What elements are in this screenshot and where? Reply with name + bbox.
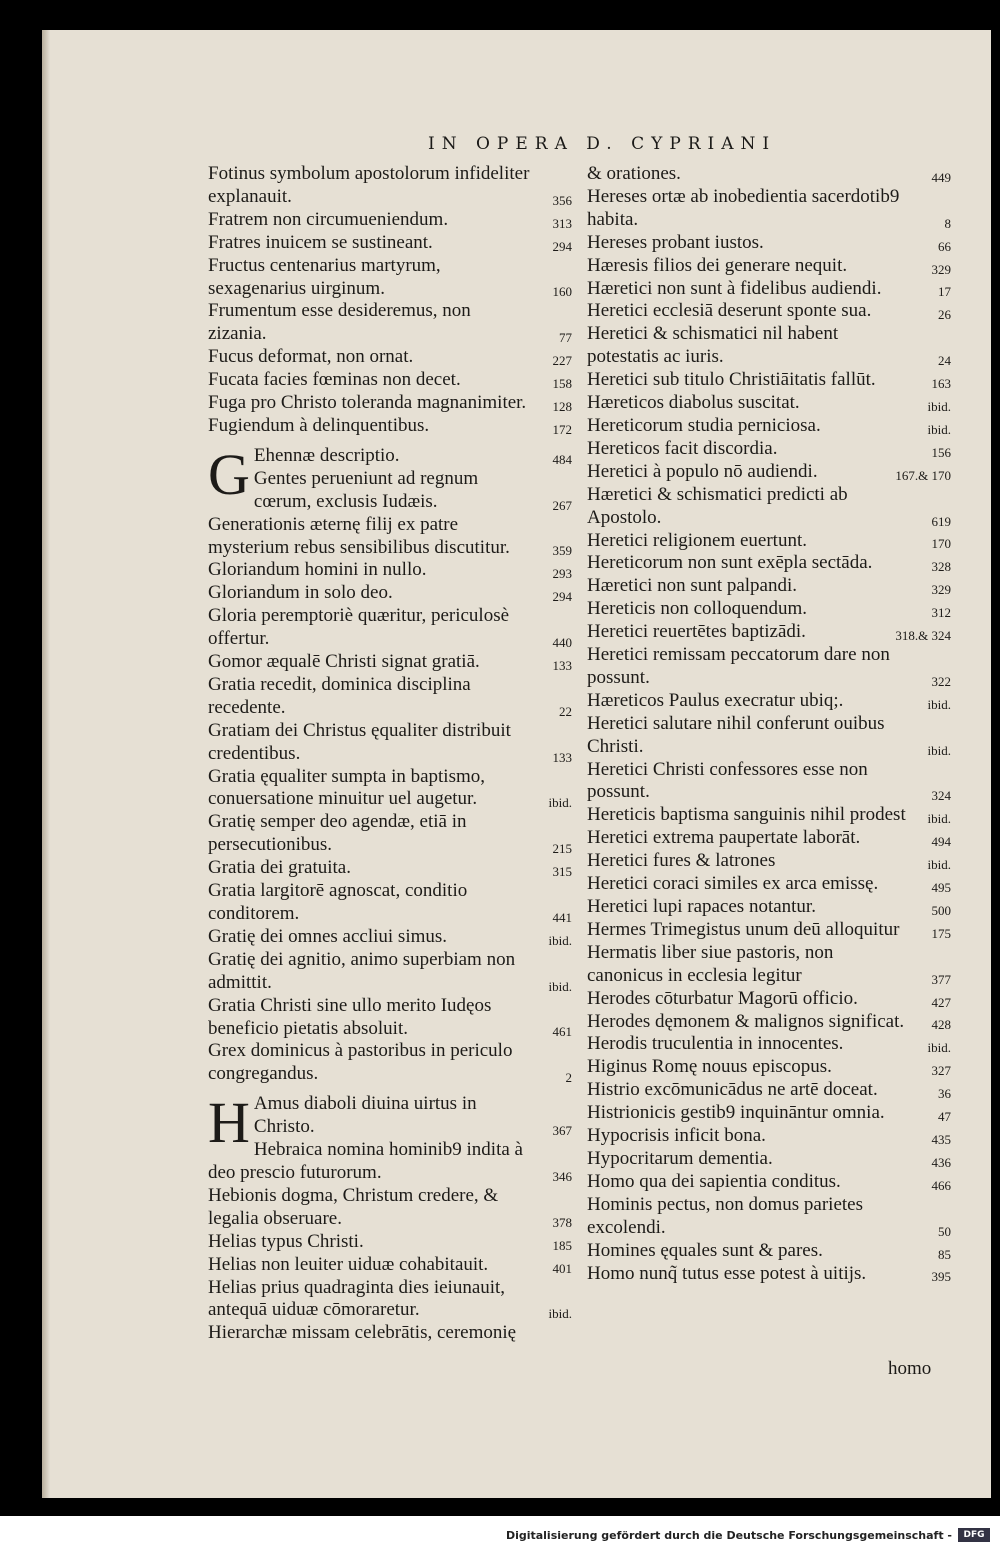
entries-g — [208, 468, 574, 1086]
entry-text: Helias non leuiter uiduæ cohabitauit. — [208, 1253, 489, 1275]
index-entry — [587, 919, 953, 942]
entry-page: 227 — [552, 353, 572, 369]
index-entry — [208, 514, 574, 560]
index-entry — [208, 369, 574, 392]
index-entry — [208, 1254, 574, 1277]
entry-text: Gratia Christi sine ullo merito Iudęos beneficio pietatis absoluit. — [208, 994, 492, 1039]
entry-page: 66 — [938, 238, 951, 254]
entry-page: 133 — [552, 657, 572, 673]
index-entry — [208, 880, 574, 926]
entry-text: Homo nunq̃ tutus esse potest à uitijs. — [587, 1262, 867, 1284]
entry-page: 427 — [931, 994, 951, 1010]
entry-page: 329 — [931, 582, 951, 598]
index-entry — [208, 995, 574, 1041]
entry-text: Hermatis liber siue pastoris, non canonicus in ecclesia legitur — [587, 941, 834, 986]
index-entry — [587, 827, 953, 850]
entry-page: 318.& 324 — [895, 628, 951, 644]
entry-text: Herodes dęmonem & malignos significat. — [587, 1010, 905, 1032]
entry-page: 324 — [931, 788, 951, 804]
index-entry — [587, 438, 953, 461]
index-entry — [587, 1011, 953, 1034]
index-entry — [587, 163, 953, 186]
entry-text: Hereticis baptisma sanguinis nihil prodest — [587, 804, 906, 826]
section-g — [208, 441, 574, 1086]
index-entry — [208, 1231, 574, 1254]
entry-text: Higinus Romę nouus episcopus. — [587, 1056, 832, 1078]
entry-page: 322 — [931, 673, 951, 689]
entry-page: ibid. — [927, 421, 951, 437]
entry-page: 163 — [931, 376, 951, 392]
entry-page: 619 — [931, 513, 951, 529]
entry-text: Heretici à populo nō audiendi. — [587, 460, 818, 482]
entry-page: 172 — [552, 421, 572, 437]
entry-text: Homo qua dei sapientia conditus. — [587, 1170, 841, 1192]
entry-text: & orationes. — [587, 163, 681, 184]
catchword: homo — [888, 1358, 932, 1379]
index-entry — [587, 255, 953, 278]
entry-text: Hæretici non sunt palpandi. — [587, 575, 798, 597]
index-entry — [587, 621, 953, 644]
entry-page: 401 — [552, 1260, 572, 1276]
entry-text: Gratia recedit, dominica disciplina recedente. — [208, 673, 471, 718]
entry-text: Histrio excōmunicādus ne artē doceat. — [587, 1079, 878, 1101]
entry-page: ibid. — [927, 742, 951, 758]
entry-text: Hereticorum studia perniciosa. — [587, 414, 821, 436]
index-entry — [208, 300, 574, 346]
entry-page: 377 — [931, 971, 951, 987]
entry-text: Helias prius quadraginta dies ieiunauit, antequā uiduæ cōmoraretur. — [208, 1276, 506, 1321]
entry-text: Fratrem non circumueniendum. — [208, 208, 449, 230]
entry-text: Hereses ortæ ab inobedientia sacerdotib9 habita. — [587, 185, 900, 230]
entry-page: 346 — [552, 1168, 572, 1184]
entry-page: 315 — [552, 864, 572, 880]
index-entry — [208, 392, 574, 415]
entries-h — [208, 1139, 574, 1345]
dfg-logo: DFG — [958, 1528, 990, 1542]
index-entry — [208, 582, 574, 605]
index-entry — [587, 1102, 953, 1125]
entry-page: ibid. — [927, 1040, 951, 1056]
section-h — [208, 1090, 574, 1345]
entry-text: Hereticos facit discordia. — [587, 437, 778, 459]
index-entry — [587, 186, 953, 232]
index-entry — [208, 232, 574, 255]
entry-text: Heretici reuertētes baptizādi. — [587, 621, 806, 643]
entry-text: Hereticis non colloquendum. — [587, 598, 808, 620]
index-entry — [587, 300, 953, 323]
index-entry — [587, 873, 953, 896]
entry-page: 156 — [931, 444, 951, 460]
entry-text: Gloria peremptoriè quæritur, periculosè offertur. — [208, 605, 510, 650]
entry-page: 22 — [559, 703, 572, 719]
index-entry — [587, 369, 953, 392]
index-entry — [208, 1277, 574, 1323]
entry-text: Heretici remissam peccatorum dare non possunt. — [587, 644, 890, 688]
index-entry — [208, 1185, 574, 1231]
page-edge — [42, 30, 50, 1498]
index-entry — [587, 713, 953, 759]
index-entry — [587, 484, 953, 530]
entry-page: ibid. — [548, 1306, 572, 1322]
entry-text: Histrionicis gestib9 inquināntur omnia. — [587, 1102, 885, 1124]
entry-text: Hæretici non sunt à fidelibus audiendi. — [587, 277, 882, 299]
index-entry — [587, 598, 953, 621]
entry-page: 436 — [931, 1154, 951, 1170]
index-entry — [587, 323, 953, 369]
entry-text: Generationis æternę filij ex patre mysterium rebus sensibilibus discutitur. — [208, 513, 510, 558]
entry-text: Hereses probant iustos. — [587, 231, 764, 253]
entry-text: Herodes cōturbatur Magorū officio. — [587, 987, 858, 1009]
entry-page: 133 — [552, 749, 572, 765]
index-entry — [587, 896, 953, 919]
index-entry — [587, 232, 953, 255]
entry-page: 167.& 170 — [895, 467, 951, 483]
entry-page: 77 — [559, 330, 572, 346]
entry-text: Heretici lupi rapaces notantur. — [587, 896, 816, 917]
entry-page: 50 — [938, 1223, 951, 1239]
entry-page: 356 — [552, 192, 572, 208]
entry-page: 359 — [552, 543, 572, 559]
entry-page: 2 — [565, 1070, 572, 1086]
initial-g: G — [208, 441, 250, 507]
entry-text: Hereticorum non sunt exēpla sectāda. — [587, 552, 873, 574]
entry-text: Gloriandum homini in nullo. — [208, 559, 427, 581]
entry-page: 128 — [552, 398, 572, 414]
entry-text: Gratiam dei Christus ęqualiter distribuit credentibus. — [208, 719, 511, 764]
entry-page: 26 — [938, 307, 951, 323]
entry-page: 17 — [938, 284, 951, 300]
index-entry — [587, 415, 953, 438]
index-entry — [208, 209, 574, 232]
index-entry — [587, 1194, 953, 1240]
entry-page: 428 — [931, 1017, 951, 1033]
entry-text: Fotinus symbolum apostolorum infideliter explanauit. — [208, 163, 530, 207]
index-entry — [587, 1056, 953, 1079]
entry-page: 494 — [931, 834, 951, 850]
index-entry — [587, 759, 953, 805]
index-entry — [587, 1263, 953, 1286]
entry-page: 329 — [931, 261, 951, 277]
entry-text: Gratię dei omnes accliui simus. — [208, 925, 448, 947]
entry-page: ibid. — [927, 811, 951, 827]
entry-page: 328 — [931, 559, 951, 575]
entry-page: 449 — [931, 169, 951, 185]
index-entry — [587, 690, 953, 713]
entry-text: Gratię dei agnitio, animo superbiam non admittit. — [208, 948, 516, 993]
entry-page: 8 — [944, 215, 951, 231]
entry-page: 160 — [552, 284, 572, 300]
index-entry — [208, 811, 574, 857]
entry-page: ibid. — [927, 696, 951, 712]
entry-text: Gentes perueniunt ad regnum cœrum, exclusis Iudæis. — [253, 467, 479, 512]
index-entry — [208, 674, 574, 720]
entry-text: Gratia ęqualiter sumpta in baptismo, conuersatione minuitur uel augetur. — [208, 765, 486, 810]
index-entry — [587, 278, 953, 301]
index-entry — [208, 163, 574, 209]
left-column — [208, 163, 574, 1345]
entry-page: ibid. — [548, 795, 572, 811]
entry-text: Fucata facies fœminas non decet. — [208, 369, 461, 391]
entry-page: 435 — [931, 1131, 951, 1147]
entry-text: Heretici extrema paupertate laborāt. — [587, 827, 861, 849]
entry-text: Heretici religionem euertunt. — [587, 529, 807, 551]
index-entry — [587, 552, 953, 575]
index-entry — [208, 1139, 574, 1185]
entry-text: Gratię semper deo agendæ, etiā in persecutionibus. — [208, 811, 467, 856]
entry-text: Hypocrisis inficit bona. — [587, 1125, 766, 1147]
index-entry — [587, 644, 953, 690]
entry-page: 461 — [552, 1024, 572, 1040]
entries-f — [208, 163, 574, 438]
index-entry — [587, 392, 953, 415]
entry-page: 395 — [931, 1269, 951, 1285]
entry-page: 441 — [552, 909, 572, 925]
entry-text: Hæresis filios dei generare nequit. — [587, 254, 848, 276]
entry-page: ibid. — [548, 978, 572, 994]
index-entry — [587, 530, 953, 553]
entry-text: Frumentum esse desideremus, non zizania. — [208, 300, 471, 345]
footer-credit: Digitalisierung gefördert durch die Deutsche Forschungsgemeinschaft - — [505, 1529, 952, 1542]
index-entry: Amus diaboli diuina uirtus in Christo. 367 — [253, 1093, 572, 1139]
entry-page: 440 — [552, 635, 572, 651]
running-head: IN OPERA D. CYPRIANI — [428, 134, 777, 154]
entry-page: 185 — [552, 1237, 572, 1253]
entry-page: 294 — [552, 238, 572, 254]
entry-page: 175 — [931, 925, 951, 941]
footer-bar — [0, 1516, 1000, 1551]
index-entry — [587, 461, 953, 484]
index-entry — [587, 1079, 953, 1102]
entry-page: ibid. — [548, 932, 572, 948]
index-entry — [208, 605, 574, 651]
entry-text: Heretici fures & latrones — [587, 850, 776, 872]
index-entry — [587, 1171, 953, 1194]
entry-text: Fugiendum à delinquentibus. — [208, 414, 430, 436]
entry-page: 158 — [552, 376, 572, 392]
entry-text: Grex dominicus à pastoribus in periculo congregandus. — [208, 1040, 513, 1085]
index-entry — [587, 1240, 953, 1263]
entry-text: Heretici & schismatici nil habent potestatis ac iuris. — [587, 323, 839, 368]
entry-text: Hebraica nomina hominib9 indita à deo prescio futurorum. — [208, 1139, 523, 1183]
entry-page: 313 — [552, 215, 572, 231]
index-entry — [208, 346, 574, 369]
index-entry — [208, 857, 574, 880]
entry-text: Gratia dei gratuita. — [208, 857, 351, 879]
entry-page: 267 — [552, 497, 572, 513]
entry-page: 24 — [938, 353, 951, 369]
entry-page: 47 — [938, 1109, 951, 1125]
entry-page: 294 — [552, 589, 572, 605]
entry-text: Heretici ecclesiā deserunt sponte sua. — [587, 300, 872, 322]
index-entry — [208, 559, 574, 582]
entry-page: 327 — [931, 1063, 951, 1079]
index-entry — [587, 1148, 953, 1171]
index-entry — [208, 1322, 574, 1345]
entry-text: Hebionis dogma, Christum credere, & legalia obseruare. — [208, 1184, 499, 1229]
entry-page: 500 — [931, 902, 951, 918]
entry-page: 293 — [552, 566, 572, 582]
index-entry — [208, 1040, 574, 1086]
entry-page: 215 — [552, 841, 572, 857]
index-entry — [208, 468, 574, 514]
index-entry: Ehennæ descriptio. 484 — [253, 444, 572, 467]
entry-text: Hæreticos diabolus suscitat. — [587, 392, 800, 414]
entry-text: Gloriandum in solo deo. — [208, 582, 393, 604]
index-entry — [587, 850, 953, 873]
entry-page: 495 — [931, 880, 951, 895]
index-entry — [208, 766, 574, 812]
entry-text: Heretici salutare nihil conferunt ouibus Christi. — [587, 712, 885, 757]
index-entry — [208, 926, 574, 949]
entry-page: 170 — [931, 536, 951, 552]
entry-page: 85 — [938, 1246, 951, 1262]
entry-page: 312 — [931, 605, 951, 621]
entries-right — [587, 163, 953, 1285]
entry-text: Hominis pectus, non domus parietes excolendi. — [587, 1193, 863, 1238]
entry-page: 378 — [552, 1214, 572, 1230]
entry-text: Hermes Trimegistus unum deū alloquitur — [587, 918, 900, 940]
index-entry — [587, 988, 953, 1011]
entry-page: ibid. — [927, 857, 951, 873]
index-entry — [587, 575, 953, 598]
index-entry — [587, 942, 953, 988]
entry-text: Fructus centenarius martyrum, sexagenarius uirginum. — [208, 254, 441, 299]
entry-text: Heretici coraci similes ex arca emissę. — [587, 873, 879, 895]
initial-h: H — [208, 1090, 250, 1156]
index-entry — [587, 1033, 953, 1056]
entry-text: Hæreticos Paulus execratur ubiq;. — [587, 689, 844, 711]
entry-text: Herodis truculentia in innocentes. — [587, 1033, 844, 1055]
index-entry — [587, 804, 953, 827]
entry-text: Homines ęquales sunt & pares. — [587, 1239, 823, 1261]
entry-text: Fucus deformat, non ornat. — [208, 346, 414, 368]
entry-text: Gratia largitorē agnoscat, conditio conditorem. — [208, 880, 468, 924]
index-entry — [208, 415, 574, 438]
entry-text: Fratres inuicem se sustineant. — [208, 231, 433, 253]
entry-text: Heretici Christi confessores esse non possunt. — [587, 758, 868, 803]
entry-text: Fuga pro Christo toleranda magnanimiter. — [208, 392, 527, 414]
entry-page: 466 — [931, 1177, 951, 1193]
entry-text: Hierarchæ missam celebrātis, ceremonię — [208, 1322, 517, 1344]
entry-page: ibid. — [927, 398, 951, 414]
entry-text: Helias typus Christi. — [208, 1230, 364, 1252]
entry-text: Hæretici & schismatici predicti ab Apostolo. — [587, 483, 848, 528]
entry-page: 36 — [938, 1086, 951, 1102]
entry-text: Hypocritarum dementia. — [587, 1147, 773, 1169]
index-entry — [208, 255, 574, 301]
entry-text: Gomor æqualē Christi signat gratiā. — [208, 651, 480, 673]
entry-text: Heretici sub titulo Christiāitatis fallūt. — [587, 369, 876, 391]
index-entry — [208, 949, 574, 995]
index-entry — [208, 720, 574, 766]
index-entry — [208, 651, 574, 674]
right-column — [587, 163, 953, 1285]
index-entry — [587, 1125, 953, 1148]
